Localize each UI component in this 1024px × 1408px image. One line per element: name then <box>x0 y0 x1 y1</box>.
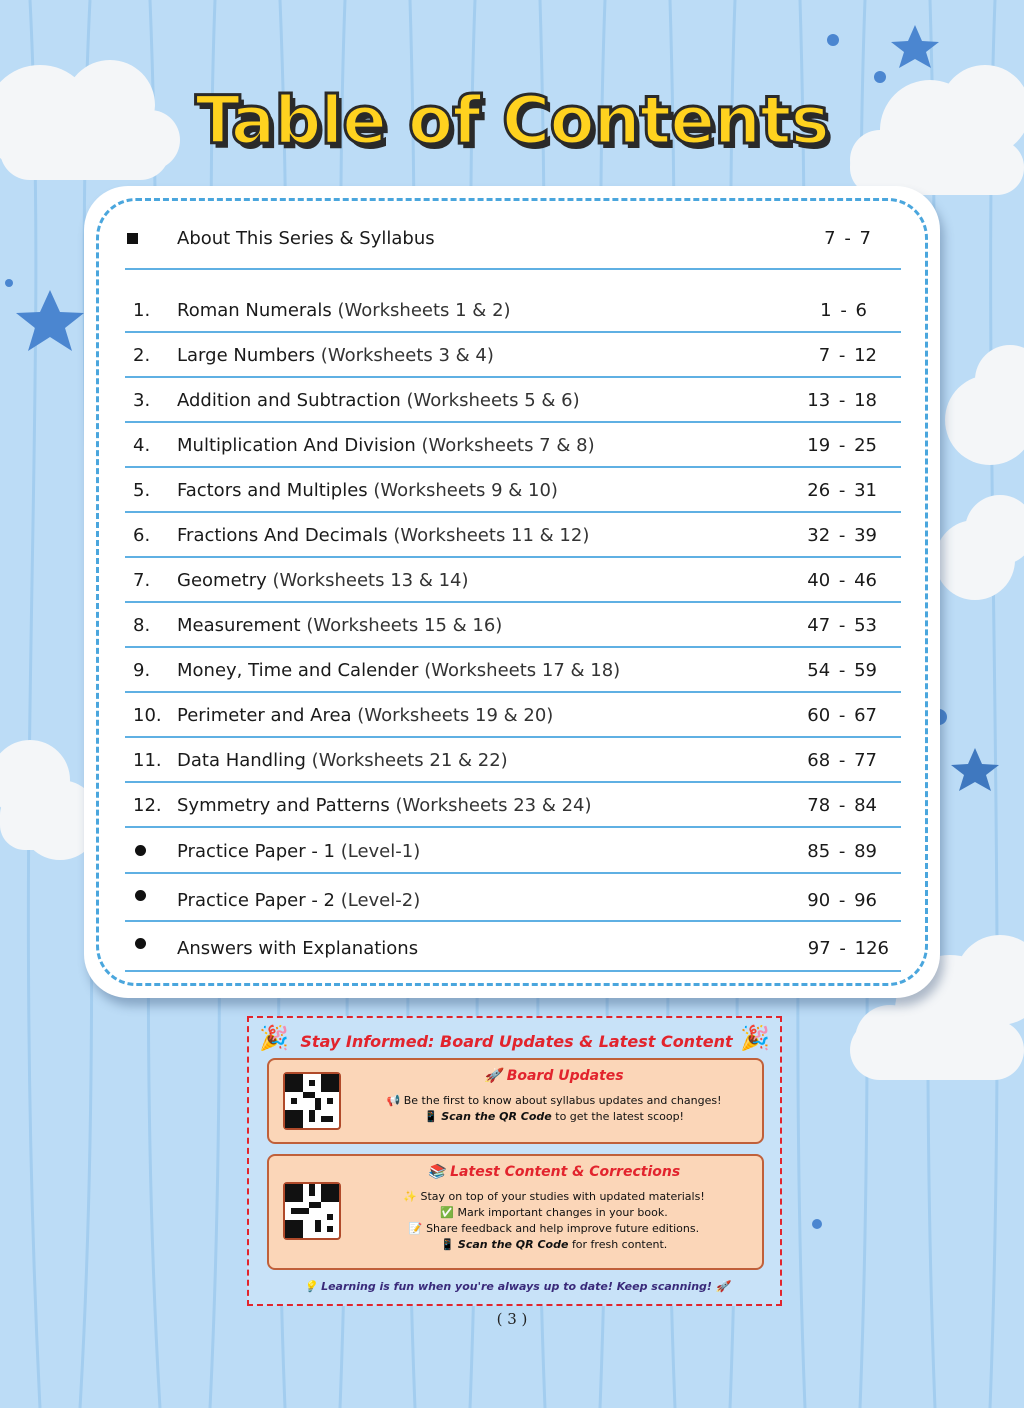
toc-row[interactable] <box>125 333 901 378</box>
latest-content-line: ✨ Stay on top of your studies with updated materials! <box>403 1190 705 1203</box>
toc-row[interactable] <box>125 288 901 333</box>
toc-row-number: 8. <box>133 615 151 636</box>
toc-row-number: 5. <box>133 480 151 501</box>
toc-row-number: 12. <box>133 795 162 816</box>
toc-row-label: Answers with Explanations <box>177 938 419 959</box>
toc-row-number: 10. <box>133 705 162 726</box>
toc-row-number: 6. <box>133 525 151 546</box>
toc-row-number: 1. <box>133 300 151 321</box>
toc-row[interactable] <box>125 783 901 828</box>
toc-row-label: Addition and Subtraction (Worksheets 5 & 6) <box>177 390 580 411</box>
toc-row-number: 4. <box>133 435 151 456</box>
page-number: ( 3 ) <box>496 1310 528 1328</box>
square-bullet-icon <box>127 233 138 244</box>
toc-row-pages: 90 - 96 <box>807 890 877 911</box>
board-updates-panel <box>267 1058 764 1144</box>
toc-row-label: Measurement (Worksheets 15 & 16) <box>177 615 503 636</box>
toc-row-number: 7. <box>133 570 151 591</box>
toc-row-label: Practice Paper - 1 (Level-1) <box>177 841 421 862</box>
toc-row-practice-1[interactable] <box>125 829 901 874</box>
toc-row-pages: 32 - 39 <box>807 525 877 546</box>
toc-row-pages: 13 - 18 <box>807 390 877 411</box>
toc-row-label: Geometry (Worksheets 13 & 14) <box>177 570 469 591</box>
toc-row-answers[interactable] <box>125 922 901 972</box>
toc-row-pages: 1 - 6 <box>820 300 867 321</box>
toc-row[interactable] <box>125 378 901 423</box>
toc-row-pages: 7 - 7 <box>824 228 871 249</box>
party-popper-icon: 🎉 <box>259 1024 289 1052</box>
toc-row[interactable] <box>125 648 901 693</box>
toc-row-pages: 54 - 59 <box>807 660 877 681</box>
toc-row-number: 3. <box>133 390 151 411</box>
qr-code-board-updates[interactable] <box>283 1072 341 1130</box>
toc-row-label: Practice Paper - 2 (Level-2) <box>177 890 421 911</box>
toc-row-pages: 85 - 89 <box>807 841 877 862</box>
latest-content-line: ✅ Mark important changes in your book. <box>440 1206 668 1219</box>
latest-content-heading: 📚 Latest Content & Corrections <box>427 1164 681 1180</box>
toc-row-number: 9. <box>133 660 151 681</box>
board-updates-line: 📱 Scan the QR Code to get the latest scoop! <box>424 1110 684 1123</box>
toc-row-number: 2. <box>133 345 151 366</box>
toc-row-pages: 47 - 53 <box>807 615 877 636</box>
toc-row[interactable] <box>125 423 901 468</box>
latest-content-line: 📱 Scan the QR Code for fresh content. <box>440 1238 668 1251</box>
latest-content-panel <box>267 1154 764 1270</box>
toc-row-practice-2[interactable] <box>125 874 901 922</box>
toc-row-pages: 40 - 46 <box>807 570 877 591</box>
toc-row-number: 11. <box>133 750 162 771</box>
toc-row[interactable] <box>125 558 901 603</box>
dot-bullet-icon <box>135 845 146 856</box>
toc-row[interactable] <box>125 468 901 513</box>
toc-row[interactable] <box>125 513 901 558</box>
toc-row-label: Roman Numerals (Worksheets 1 & 2) <box>177 300 511 321</box>
updates-title: Stay Informed: Board Updates & Latest Content <box>300 1032 733 1051</box>
toc-row-label: Multiplication And Division (Worksheets 7 & 8) <box>177 435 595 456</box>
toc-row[interactable] <box>125 693 901 738</box>
toc-row-label: Fractions And Decimals (Worksheets 11 & 12) <box>177 525 590 546</box>
toc-row-pages: 68 - 77 <box>807 750 877 771</box>
toc-row-label: Large Numbers (Worksheets 3 & 4) <box>177 345 494 366</box>
toc-row-label: Factors and Multiples (Worksheets 9 & 10) <box>177 480 558 501</box>
board-updates-line: 📢 Be the first to know about syllabus updates and changes! <box>386 1094 722 1107</box>
toc-row-label: Money, Time and Calender (Worksheets 17 & 18) <box>177 660 621 681</box>
toc-row-pages: 7 - 12 <box>818 345 877 366</box>
latest-content-line: 📝 Share feedback and help improve future editions. <box>408 1222 700 1235</box>
page-title: Table of Contents <box>195 82 829 159</box>
toc-row-label: About This Series & Syllabus <box>177 228 435 249</box>
updates-footer-note: 💡 Learning is fun when you're always up to date! Keep scanning! 🚀 <box>303 1280 730 1293</box>
toc-row-pages: 26 - 31 <box>807 480 877 501</box>
toc-row-pages: 19 - 25 <box>807 435 877 456</box>
qr-code-latest-content[interactable] <box>283 1182 341 1240</box>
toc-row[interactable] <box>125 603 901 648</box>
toc-row[interactable] <box>125 738 901 783</box>
toc-row-label: Data Handling (Worksheets 21 & 22) <box>177 750 508 771</box>
dot-bullet-icon <box>135 938 146 949</box>
dot-bullet-icon <box>135 890 146 901</box>
updates-box <box>247 1016 782 1306</box>
toc-row-pages: 97 - 126 <box>807 938 889 959</box>
toc-row-label: Perimeter and Area (Worksheets 19 & 20) <box>177 705 554 726</box>
toc-row-about[interactable] <box>125 216 901 270</box>
toc-row-pages: 78 - 84 <box>807 795 877 816</box>
toc-row-label: Symmetry and Patterns (Worksheets 23 & 24) <box>177 795 592 816</box>
board-updates-heading: 🚀 Board Updates <box>484 1068 624 1084</box>
toc-row-pages: 60 - 67 <box>807 705 877 726</box>
party-popper-icon: 🎉 <box>740 1024 770 1052</box>
